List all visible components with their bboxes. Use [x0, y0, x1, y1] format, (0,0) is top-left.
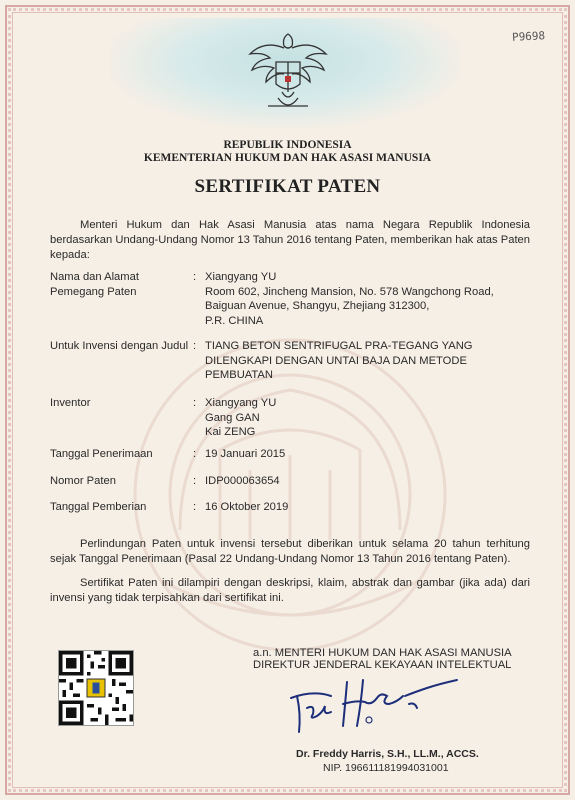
signature-mark [285, 668, 475, 738]
header-country: REPUBLIK INDONESIA [223, 139, 352, 151]
inventor-label: Inventor [50, 397, 91, 409]
grant-date-value: 16 Oktober 2019 [205, 501, 289, 513]
patent-certificate: P9698 REPUBLIK INDONESIA KEMENTERIAN HUKUM DAN HAK ASASI MANUSIA SERTIFIKAT PATEN Menteri Hukum dan Hak Asasi Manusia atas nama Negara Republik Indonesia berdasarkan Undang-Undang Nomor 13 Tahun 2016 tentang Paten, memberikan hak atas Paten kepada: Nama dan Alamat Pemegang Paten : Xiangyang YU Room 602, Jincheng Mansion, No. 578 Wangchong Road, Baiguan Avenue, Shangyu, Zhejiang 312300, P.R. CHINA Untuk Invensi dengan Judul : TIANG BETON SENTRIFUGAL PRA-TEGANG YANG DILENGKAPI DENGAN UNTAI BAJA DAN METODE PEMBUATAN Inventor : Xiangyang YU Gang GAN Kai ZENG Tanggal Penerimaan : 19 Januari 2015 Nomor Paten : IDP000063654 Tanggal Pemberian : 16 Oktober 2019 Perlindungan Paten untuk invensi tersebut diberikan untuk selama 20 tahun terhitung sejak Tanggal Penerimaan (Pasal 22 Undang-Undang Nomor 13 Tahun 2016 tentang Paten). Sertifikat Paten ini dilampiri dengan deskripsi, klaim, abstrak dan gambar (jika ada) dari invensi yang tidak terpisahkan dari sertifikat ini. a.n. MENTERI HUKUM DAN HAK ASASI MANUSIA DIREKTUR JENDERAL KEKAYAAN INTELEKTUAL Dr. Freddy Harris, S.H., LL.M., ACCS. NIP. 196611181994031001 [0, 0, 575, 800]
patent-number-value: IDP000063654 [205, 475, 280, 487]
signature-on-behalf: a.n. MENTERI HUKUM DAN HAK ASASI MANUSIA [253, 647, 512, 659]
invention-value: TIANG BETON SENTRIFUGAL PRA-TEGANG YANG DILENGKAPI DENGAN UNTAI BAJA DAN METODE PEMBUATAN [205, 340, 473, 381]
grant-date-label: Tanggal Pemberian [50, 501, 147, 513]
signatory-nip: NIP. 196611181994031001 [323, 762, 449, 774]
inventor-value: Xiangyang YU Gang GAN Kai ZENG [205, 397, 277, 438]
holder-label: Nama dan Alamat Pemegang Paten [50, 271, 139, 298]
holder-value: Xiangyang YU Room 602, Jincheng Mansion, No. 578 Wangchong Road, Baiguan Avenue, Shangyu, Zhejiang 312300, P.R. CHINA [205, 271, 494, 327]
filing-date-value: 19 Januari 2015 [205, 448, 286, 460]
invention-label: Untuk Invensi dengan Judul [50, 340, 189, 352]
qr-code-icon [58, 650, 134, 726]
patent-number-label: Nomor Paten [50, 475, 116, 487]
attachment-paragraph: Sertifikat Paten ini dilampiri dengan deskripsi, klaim, abstrak dan gambar (jika ada) dari invensi yang tidak terpisahkan dari sertifikat ini. [50, 577, 530, 604]
garuda-emblem-icon [248, 28, 328, 116]
certificate-title: SERTIFIKAT PATEN [194, 176, 381, 197]
signatory-name: Dr. Freddy Harris, S.H., LL.M., ACCS. [296, 748, 479, 760]
header-ministry: KEMENTERIAN HUKUM DAN HAK ASASI MANUSIA [143, 152, 432, 164]
handwritten-note: P9698 [511, 29, 546, 44]
intro-paragraph: Menteri Hukum dan Hak Asasi Manusia atas nama Negara Republik Indonesia berdasarkan Undang-Undang Nomor 13 Tahun 2016 tentang Paten, memberikan hak atas Paten kepada: [50, 219, 530, 261]
protection-paragraph: Perlindungan Paten untuk invensi tersebut diberikan untuk selama 20 tahun terhitung sejak Tanggal Penerimaan (Pasal 22 Undang-Undang Nomor 13 Tahun 2016 tentang Paten). [50, 538, 530, 565]
filing-date-label: Tanggal Penerimaan [50, 448, 153, 460]
signature-position: DIREKTUR JENDERAL KEKAYAAN INTELEKTUAL [253, 659, 512, 671]
